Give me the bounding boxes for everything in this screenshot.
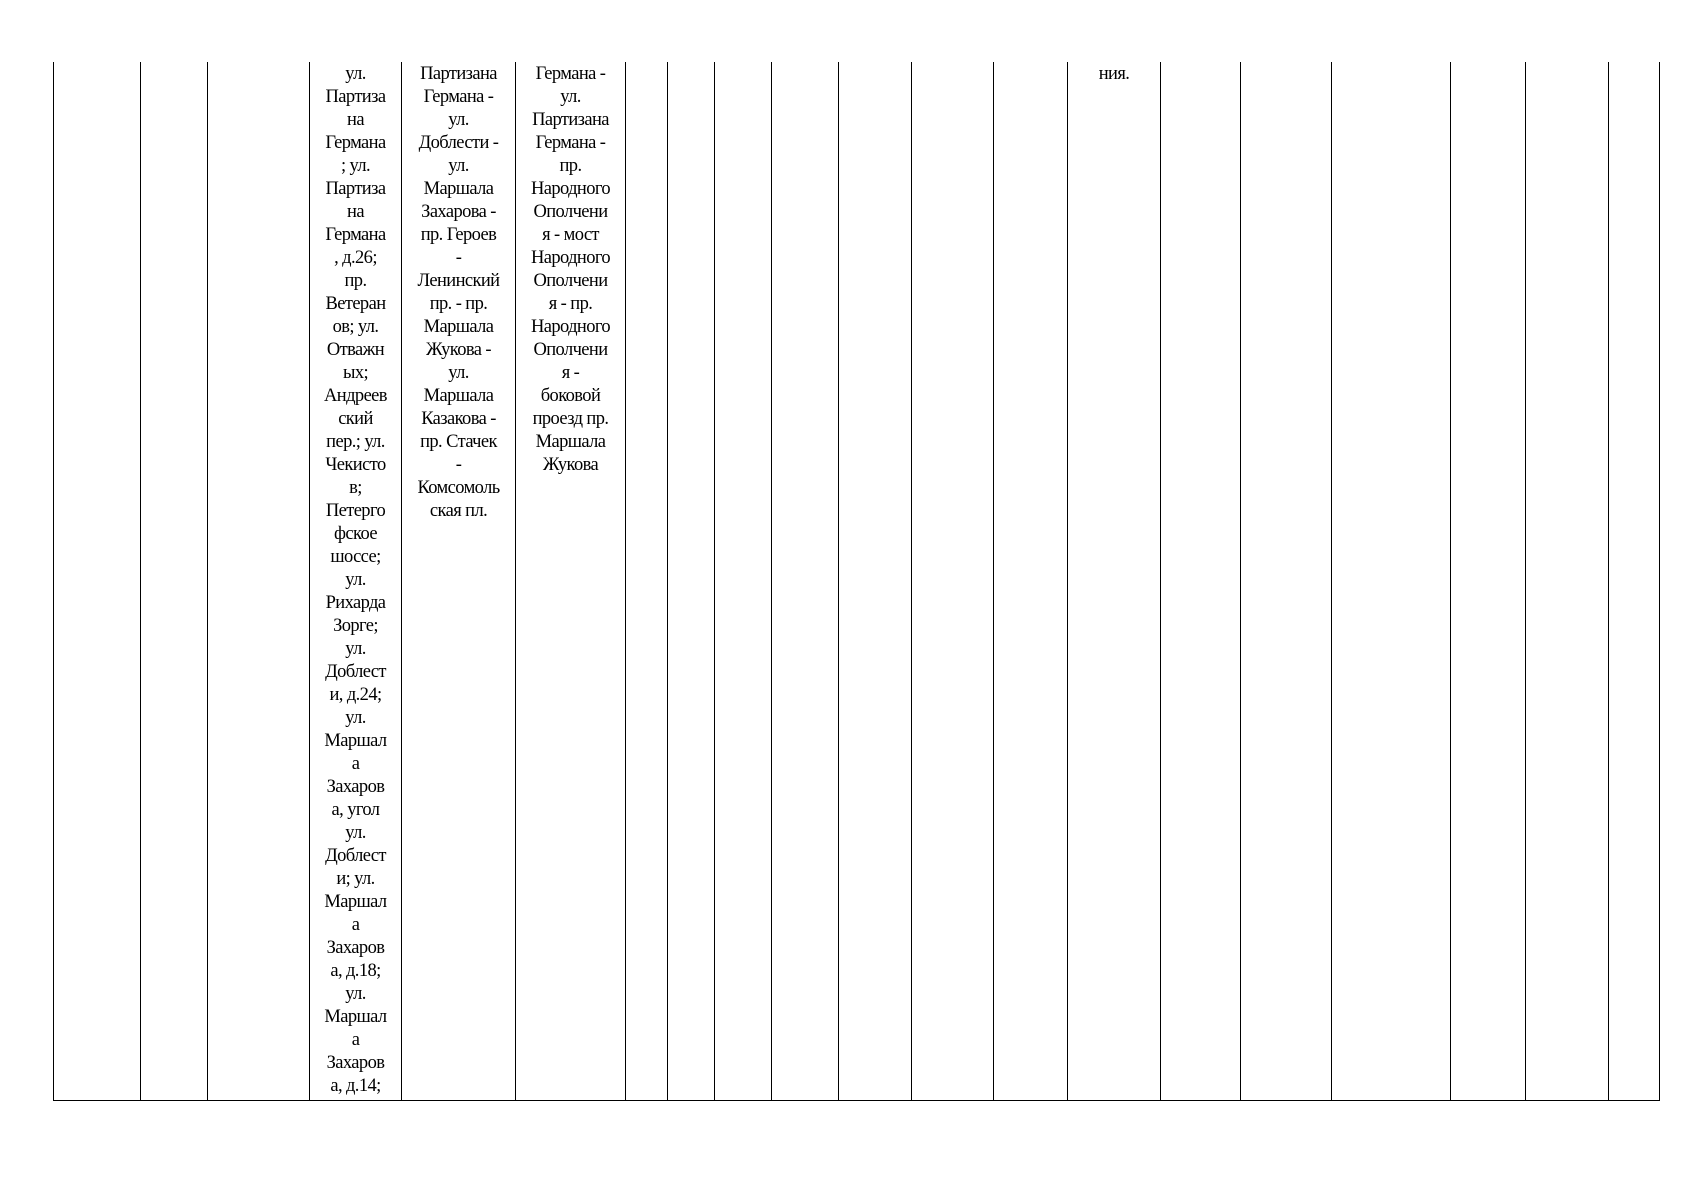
table-cell-8 (668, 62, 715, 1100)
table-cell-3 (208, 62, 310, 1100)
stops-text: ул. Партиза на Германа ; ул. Партиза на Германа , д.26; пр. Ветеран ов; ул. Отважн ых; Андреев ский пер.; ул. Чекисто в; Петерго фское шоссе; ул. Рихарда Зорге; ул. Доблест и, д.24; ул. Маршал а Захаров а, угол ул. Доблест и; ул. Маршал а Захаров а, д.18; ул. Маршал а Захаров а, д.14; (324, 64, 387, 1096)
table-cell-12 (912, 62, 994, 1100)
table-cell-9 (715, 62, 772, 1100)
route-forward-text: Партизана Германа - ул. Доблести - ул. Маршала Захарова - пр. Героев - Ленинский пр. - пр. Маршала Жукова - ул. Маршала Казакова - пр. Стачек - Комсомоль ская пл. (417, 64, 500, 521)
table-cell-11 (839, 62, 912, 1100)
table-cell-19 (1526, 62, 1609, 1100)
table-cell-18 (1451, 62, 1526, 1100)
table-cell-20 (1609, 62, 1660, 1100)
table-cell-13 (994, 62, 1068, 1100)
table-cell-7 (626, 62, 668, 1100)
table-cell-17 (1332, 62, 1451, 1100)
table-cell-2 (141, 62, 208, 1100)
table-cell-note (1068, 62, 1161, 1100)
table-cell-route-forward (402, 62, 516, 1100)
note-text: ния. (1098, 64, 1130, 84)
table-cell-16 (1241, 62, 1332, 1100)
table-cell-1 (54, 62, 141, 1100)
route-backward-text: Германа - ул. Партизана Германа - пр. Народного Ополчени я - мост Народного Ополчени я - пр. Народного Ополчени я - боковой проезд пр. Маршала Жукова (530, 64, 611, 475)
table-cell-10 (772, 62, 839, 1100)
route-table (53, 62, 1660, 1101)
table-cell-route-backward (516, 62, 626, 1100)
table-cell-15 (1161, 62, 1241, 1100)
table-row (54, 62, 1660, 1100)
table-cell-stops (310, 62, 402, 1100)
